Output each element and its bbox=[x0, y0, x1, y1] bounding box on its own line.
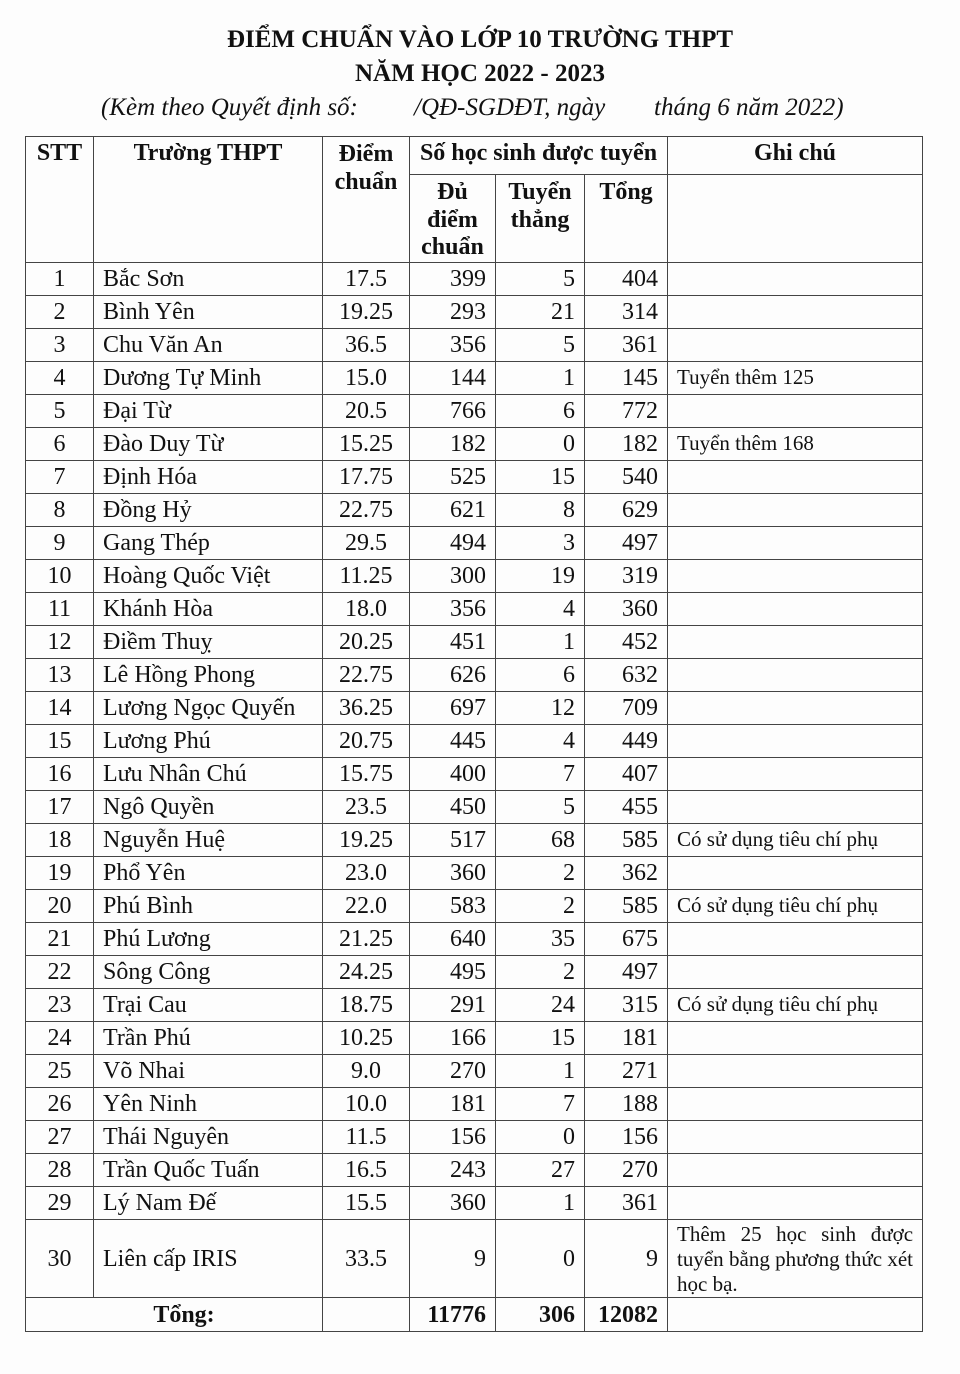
table-row bbox=[26, 262, 923, 295]
row-stt: 18 bbox=[26, 823, 94, 856]
table-row bbox=[26, 1120, 923, 1153]
row-total-count: 632 bbox=[585, 658, 668, 691]
table-row bbox=[26, 1186, 923, 1219]
row-school-name: Bắc Sơn bbox=[94, 262, 323, 295]
table-row bbox=[26, 1054, 923, 1087]
header-school: Trường THPT bbox=[94, 137, 323, 263]
row-school-name: Định Hóa bbox=[94, 460, 323, 493]
total-direct-admission: 306 bbox=[496, 1298, 585, 1332]
row-cutoff-score: 18.0 bbox=[323, 592, 410, 625]
row-total-count: 319 bbox=[585, 559, 668, 592]
row-direct-admission-count: 4 bbox=[496, 592, 585, 625]
row-total-count: 156 bbox=[585, 1120, 668, 1153]
table-row bbox=[26, 823, 923, 856]
row-school-name: Ngô Quyền bbox=[94, 790, 323, 823]
document-title: ĐIỂM CHUẨN VÀO LỚP 10 TRƯỜNG THPT bbox=[226, 26, 734, 53]
row-cutoff-score: 18.75 bbox=[323, 988, 410, 1021]
row-cutoff-score: 15.75 bbox=[323, 757, 410, 790]
row-school-name: Sông Công bbox=[94, 955, 323, 988]
table-row bbox=[26, 691, 923, 724]
row-direct-admission-count: 4 bbox=[496, 724, 585, 757]
row-total-count: 361 bbox=[585, 328, 668, 361]
row-school-name: Phú Bình bbox=[94, 889, 323, 922]
row-note bbox=[668, 856, 923, 889]
row-enough-score-count: 270 bbox=[410, 1054, 496, 1087]
row-direct-admission-count: 0 bbox=[496, 427, 585, 460]
row-direct-admission-count: 5 bbox=[496, 328, 585, 361]
row-cutoff-score: 22.75 bbox=[323, 658, 410, 691]
row-note bbox=[668, 757, 923, 790]
row-note bbox=[668, 1021, 923, 1054]
row-enough-score-count: 356 bbox=[410, 592, 496, 625]
total-label: Tổng: bbox=[26, 1298, 323, 1332]
row-direct-admission-count: 21 bbox=[496, 295, 585, 328]
row-direct-admission-count: 19 bbox=[496, 559, 585, 592]
total-note-blank bbox=[668, 1298, 923, 1332]
row-total-count: 455 bbox=[585, 790, 668, 823]
row-stt: 12 bbox=[26, 625, 94, 658]
row-total-count: 181 bbox=[585, 1021, 668, 1054]
table-row bbox=[26, 427, 923, 460]
row-note bbox=[668, 1087, 923, 1120]
row-total-count: 629 bbox=[585, 493, 668, 526]
row-stt: 19 bbox=[26, 856, 94, 889]
row-cutoff-score: 15.5 bbox=[323, 1186, 410, 1219]
row-total-count: 360 bbox=[585, 592, 668, 625]
table-row bbox=[26, 295, 923, 328]
row-enough-score-count: 360 bbox=[410, 1186, 496, 1219]
header-note-blank bbox=[668, 175, 923, 263]
row-cutoff-score: 36.5 bbox=[323, 328, 410, 361]
row-cutoff-score: 10.0 bbox=[323, 1087, 410, 1120]
table-row bbox=[26, 625, 923, 658]
row-direct-admission-count: 12 bbox=[496, 691, 585, 724]
row-enough-score-count: 360 bbox=[410, 856, 496, 889]
row-school-name: Trại Cau bbox=[94, 988, 323, 1021]
row-total-count: 497 bbox=[585, 955, 668, 988]
row-note bbox=[668, 691, 923, 724]
row-direct-admission-count: 0 bbox=[496, 1120, 585, 1153]
table-row bbox=[26, 361, 923, 394]
row-school-name: Hoàng Quốc Việt bbox=[94, 559, 323, 592]
row-note: Có sử dụng tiêu chí phụ bbox=[668, 988, 923, 1021]
row-note bbox=[668, 394, 923, 427]
row-stt: 17 bbox=[26, 790, 94, 823]
row-direct-admission-count: 0 bbox=[496, 1219, 585, 1298]
row-enough-score-count: 494 bbox=[410, 526, 496, 559]
row-note bbox=[668, 790, 923, 823]
row-enough-score-count: 583 bbox=[410, 889, 496, 922]
total-score-blank bbox=[323, 1298, 410, 1332]
row-cutoff-score: 20.5 bbox=[323, 394, 410, 427]
subtitle-decision-ref: (Kèm theo Quyết định số: bbox=[101, 94, 358, 121]
row-total-count: 497 bbox=[585, 526, 668, 559]
row-total-count: 9 bbox=[585, 1219, 668, 1298]
row-school-name: Trần Quốc Tuấn bbox=[94, 1153, 323, 1186]
header-enough-score: Đủ điểm chuẩn bbox=[410, 175, 496, 263]
row-direct-admission-count: 6 bbox=[496, 658, 585, 691]
row-enough-score-count: 181 bbox=[410, 1087, 496, 1120]
row-enough-score-count: 9 bbox=[410, 1219, 496, 1298]
row-stt: 26 bbox=[26, 1087, 94, 1120]
row-school-name: Nguyễn Huệ bbox=[94, 823, 323, 856]
row-stt: 30 bbox=[26, 1219, 94, 1298]
table-row bbox=[26, 790, 923, 823]
row-direct-admission-count: 1 bbox=[496, 625, 585, 658]
row-stt: 6 bbox=[26, 427, 94, 460]
row-direct-admission-count: 15 bbox=[496, 1021, 585, 1054]
row-school-name: Võ Nhai bbox=[94, 1054, 323, 1087]
row-stt: 13 bbox=[26, 658, 94, 691]
table-row bbox=[26, 889, 923, 922]
row-note bbox=[668, 1120, 923, 1153]
row-school-name: Khánh Hòa bbox=[94, 592, 323, 625]
row-direct-admission-count: 1 bbox=[496, 1054, 585, 1087]
row-note bbox=[668, 1153, 923, 1186]
row-enough-score-count: 766 bbox=[410, 394, 496, 427]
row-enough-score-count: 450 bbox=[410, 790, 496, 823]
row-direct-admission-count: 2 bbox=[496, 856, 585, 889]
row-direct-admission-count: 24 bbox=[496, 988, 585, 1021]
row-cutoff-score: 10.25 bbox=[323, 1021, 410, 1054]
row-stt: 14 bbox=[26, 691, 94, 724]
row-cutoff-score: 22.0 bbox=[323, 889, 410, 922]
table-row bbox=[26, 592, 923, 625]
row-cutoff-score: 20.25 bbox=[323, 625, 410, 658]
table-row bbox=[26, 526, 923, 559]
row-direct-admission-count: 3 bbox=[496, 526, 585, 559]
row-stt: 15 bbox=[26, 724, 94, 757]
table-row bbox=[26, 493, 923, 526]
row-stt: 3 bbox=[26, 328, 94, 361]
row-stt: 1 bbox=[26, 262, 94, 295]
row-direct-admission-count: 27 bbox=[496, 1153, 585, 1186]
row-direct-admission-count: 1 bbox=[496, 1186, 585, 1219]
row-school-name: Chu Văn An bbox=[94, 328, 323, 361]
row-total-count: 361 bbox=[585, 1186, 668, 1219]
row-note: Thêm 25 học sinh được tuyển bằng phương thức xét học bạ. bbox=[668, 1219, 923, 1298]
row-stt: 7 bbox=[26, 460, 94, 493]
row-direct-admission-count: 1 bbox=[496, 361, 585, 394]
row-total-count: 407 bbox=[585, 757, 668, 790]
document-school-year: NĂM HỌC 2022 - 2023 bbox=[355, 60, 605, 87]
row-note: Có sử dụng tiêu chí phụ bbox=[668, 889, 923, 922]
row-total-count: 145 bbox=[585, 361, 668, 394]
row-total-count: 540 bbox=[585, 460, 668, 493]
row-enough-score-count: 356 bbox=[410, 328, 496, 361]
row-total-count: 404 bbox=[585, 262, 668, 295]
row-stt: 29 bbox=[26, 1186, 94, 1219]
table-row bbox=[26, 328, 923, 361]
row-note bbox=[668, 460, 923, 493]
table-header-row bbox=[26, 137, 923, 175]
row-stt: 24 bbox=[26, 1021, 94, 1054]
row-enough-score-count: 451 bbox=[410, 625, 496, 658]
row-cutoff-score: 17.5 bbox=[323, 262, 410, 295]
header-direct-admission: Tuyển thẳng bbox=[496, 175, 585, 263]
row-school-name: Yên Ninh bbox=[94, 1087, 323, 1120]
row-enough-score-count: 400 bbox=[410, 757, 496, 790]
row-cutoff-score: 11.5 bbox=[323, 1120, 410, 1153]
row-total-count: 362 bbox=[585, 856, 668, 889]
table-row bbox=[26, 658, 923, 691]
row-school-name: Gang Thép bbox=[94, 526, 323, 559]
row-cutoff-score: 16.5 bbox=[323, 1153, 410, 1186]
row-direct-admission-count: 35 bbox=[496, 922, 585, 955]
row-school-name: Lê Hồng Phong bbox=[94, 658, 323, 691]
row-note bbox=[668, 1054, 923, 1087]
row-total-count: 585 bbox=[585, 889, 668, 922]
table-total-row bbox=[26, 1298, 923, 1332]
row-cutoff-score: 15.25 bbox=[323, 427, 410, 460]
row-stt: 20 bbox=[26, 889, 94, 922]
row-note bbox=[668, 625, 923, 658]
row-enough-score-count: 525 bbox=[410, 460, 496, 493]
row-cutoff-score: 19.25 bbox=[323, 823, 410, 856]
table-row bbox=[26, 1219, 923, 1298]
row-cutoff-score: 9.0 bbox=[323, 1054, 410, 1087]
row-school-name: Lương Phú bbox=[94, 724, 323, 757]
subtitle-decision-code: /QĐ-SGDĐT, ngày bbox=[414, 94, 606, 121]
row-cutoff-score: 36.25 bbox=[323, 691, 410, 724]
row-total-count: 315 bbox=[585, 988, 668, 1021]
row-enough-score-count: 626 bbox=[410, 658, 496, 691]
table-row bbox=[26, 988, 923, 1021]
row-stt: 25 bbox=[26, 1054, 94, 1087]
row-total-count: 675 bbox=[585, 922, 668, 955]
row-cutoff-score: 20.75 bbox=[323, 724, 410, 757]
row-direct-admission-count: 5 bbox=[496, 790, 585, 823]
row-stt: 4 bbox=[26, 361, 94, 394]
row-direct-admission-count: 7 bbox=[496, 757, 585, 790]
row-total-count: 449 bbox=[585, 724, 668, 757]
row-total-count: 271 bbox=[585, 1054, 668, 1087]
row-school-name: Liên cấp IRIS bbox=[94, 1219, 323, 1298]
row-stt: 21 bbox=[26, 922, 94, 955]
row-enough-score-count: 166 bbox=[410, 1021, 496, 1054]
table-row bbox=[26, 1087, 923, 1120]
row-stt: 9 bbox=[26, 526, 94, 559]
table-row bbox=[26, 460, 923, 493]
row-note bbox=[668, 526, 923, 559]
row-enough-score-count: 517 bbox=[410, 823, 496, 856]
row-school-name: Thái Nguyên bbox=[94, 1120, 323, 1153]
table-row bbox=[26, 1021, 923, 1054]
row-note bbox=[668, 559, 923, 592]
row-stt: 22 bbox=[26, 955, 94, 988]
row-total-count: 772 bbox=[585, 394, 668, 427]
row-note: Có sử dụng tiêu chí phụ bbox=[668, 823, 923, 856]
row-school-name: Đồng Hỷ bbox=[94, 493, 323, 526]
row-direct-admission-count: 6 bbox=[496, 394, 585, 427]
row-note bbox=[668, 1186, 923, 1219]
row-note bbox=[668, 955, 923, 988]
admission-score-table bbox=[25, 136, 923, 1332]
row-note: Tuyển thêm 168 bbox=[668, 427, 923, 460]
subtitle-date: tháng 6 năm 2022) bbox=[654, 94, 844, 121]
header-score: Điểm chuẩn bbox=[323, 137, 410, 263]
row-school-name: Dương Tự Minh bbox=[94, 361, 323, 394]
row-enough-score-count: 445 bbox=[410, 724, 496, 757]
row-enough-score-count: 399 bbox=[410, 262, 496, 295]
row-enough-score-count: 697 bbox=[410, 691, 496, 724]
total-enough-score: 11776 bbox=[410, 1298, 496, 1332]
row-note bbox=[668, 922, 923, 955]
row-total-count: 585 bbox=[585, 823, 668, 856]
row-direct-admission-count: 2 bbox=[496, 889, 585, 922]
row-school-name: Lý Nam Đế bbox=[94, 1186, 323, 1219]
row-direct-admission-count: 15 bbox=[496, 460, 585, 493]
row-enough-score-count: 243 bbox=[410, 1153, 496, 1186]
row-direct-admission-count: 7 bbox=[496, 1087, 585, 1120]
row-note bbox=[668, 724, 923, 757]
header-total: Tổng bbox=[585, 175, 668, 263]
row-school-name: Đào Duy Từ bbox=[94, 427, 323, 460]
row-school-name: Lưu Nhân Chú bbox=[94, 757, 323, 790]
header-stt: STT bbox=[26, 137, 94, 263]
row-direct-admission-count: 68 bbox=[496, 823, 585, 856]
row-note bbox=[668, 592, 923, 625]
row-stt: 27 bbox=[26, 1120, 94, 1153]
row-cutoff-score: 29.5 bbox=[323, 526, 410, 559]
table-row bbox=[26, 922, 923, 955]
row-cutoff-score: 15.0 bbox=[323, 361, 410, 394]
row-enough-score-count: 621 bbox=[410, 493, 496, 526]
row-total-count: 270 bbox=[585, 1153, 668, 1186]
row-enough-score-count: 291 bbox=[410, 988, 496, 1021]
row-direct-admission-count: 5 bbox=[496, 262, 585, 295]
row-stt: 16 bbox=[26, 757, 94, 790]
table-row bbox=[26, 1153, 923, 1186]
row-enough-score-count: 144 bbox=[410, 361, 496, 394]
row-note bbox=[668, 262, 923, 295]
row-total-count: 314 bbox=[585, 295, 668, 328]
row-cutoff-score: 23.5 bbox=[323, 790, 410, 823]
row-enough-score-count: 156 bbox=[410, 1120, 496, 1153]
row-total-count: 182 bbox=[585, 427, 668, 460]
row-note bbox=[668, 328, 923, 361]
row-stt: 2 bbox=[26, 295, 94, 328]
row-school-name: Phổ Yên bbox=[94, 856, 323, 889]
row-stt: 10 bbox=[26, 559, 94, 592]
row-cutoff-score: 19.25 bbox=[323, 295, 410, 328]
row-stt: 28 bbox=[26, 1153, 94, 1186]
row-cutoff-score: 22.75 bbox=[323, 493, 410, 526]
row-total-count: 709 bbox=[585, 691, 668, 724]
row-total-count: 188 bbox=[585, 1087, 668, 1120]
total-admitted: 12082 bbox=[585, 1298, 668, 1332]
table-row bbox=[26, 955, 923, 988]
row-cutoff-score: 17.75 bbox=[323, 460, 410, 493]
row-school-name: Trần Phú bbox=[94, 1021, 323, 1054]
row-school-name: Điềm Thuỵ bbox=[94, 625, 323, 658]
row-enough-score-count: 300 bbox=[410, 559, 496, 592]
row-cutoff-score: 21.25 bbox=[323, 922, 410, 955]
row-cutoff-score: 24.25 bbox=[323, 955, 410, 988]
header-admitted-group: Số học sinh được tuyển bbox=[410, 137, 668, 175]
row-cutoff-score: 23.0 bbox=[323, 856, 410, 889]
table-row bbox=[26, 394, 923, 427]
row-school-name: Lương Ngọc Quyến bbox=[94, 691, 323, 724]
row-school-name: Phú Lương bbox=[94, 922, 323, 955]
row-school-name: Đại Từ bbox=[94, 394, 323, 427]
row-stt: 23 bbox=[26, 988, 94, 1021]
row-stt: 5 bbox=[26, 394, 94, 427]
row-note bbox=[668, 493, 923, 526]
row-stt: 11 bbox=[26, 592, 94, 625]
table-row bbox=[26, 559, 923, 592]
row-cutoff-score: 11.25 bbox=[323, 559, 410, 592]
row-stt: 8 bbox=[26, 493, 94, 526]
row-enough-score-count: 182 bbox=[410, 427, 496, 460]
row-cutoff-score: 33.5 bbox=[323, 1219, 410, 1298]
row-note: Tuyển thêm 125 bbox=[668, 361, 923, 394]
table-row bbox=[26, 724, 923, 757]
row-enough-score-count: 640 bbox=[410, 922, 496, 955]
row-note bbox=[668, 658, 923, 691]
row-enough-score-count: 495 bbox=[410, 955, 496, 988]
table-row bbox=[26, 757, 923, 790]
header-note: Ghi chú bbox=[668, 137, 923, 175]
row-direct-admission-count: 2 bbox=[496, 955, 585, 988]
row-total-count: 452 bbox=[585, 625, 668, 658]
row-note bbox=[668, 295, 923, 328]
row-direct-admission-count: 8 bbox=[496, 493, 585, 526]
table-row bbox=[26, 856, 923, 889]
row-enough-score-count: 293 bbox=[410, 295, 496, 328]
row-school-name: Bình Yên bbox=[94, 295, 323, 328]
